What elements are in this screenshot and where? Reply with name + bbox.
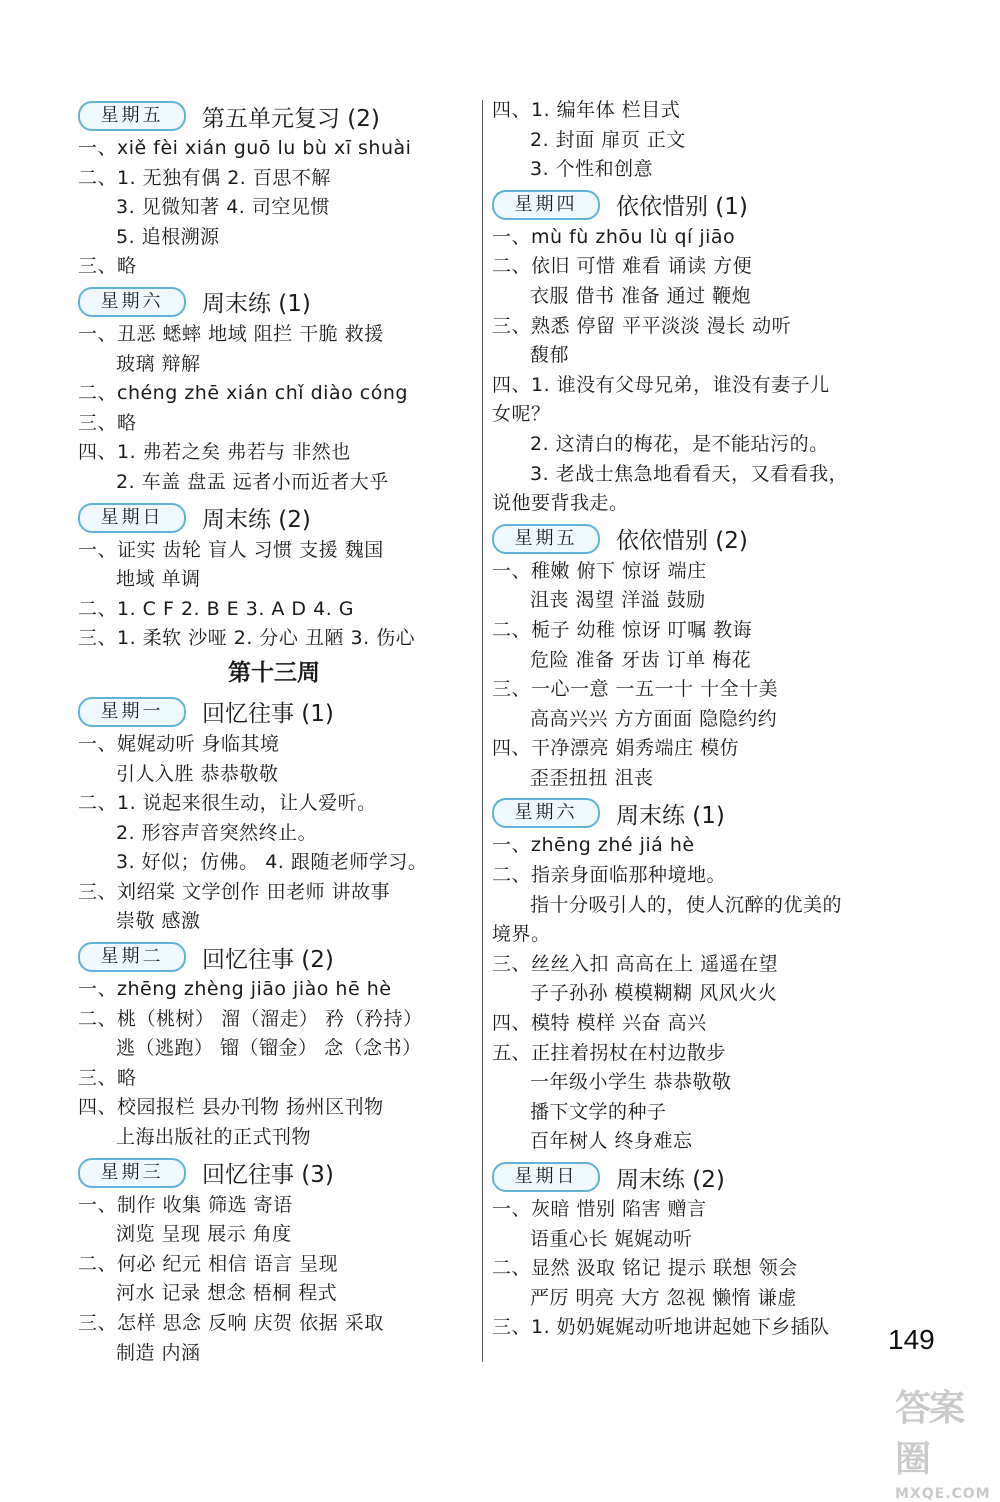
answer-line: 二、依旧 可惜 难看 诵读 方便 bbox=[492, 255, 753, 278]
answer-line: 三、略 bbox=[78, 1066, 137, 1089]
answer-line: 逃（逃跑） 镏（镏金） 念（念书） bbox=[116, 1037, 422, 1060]
section-title: 回忆往事 (2) bbox=[202, 946, 334, 973]
section-title: 依依惜别 (2) bbox=[616, 528, 748, 555]
answer-line: 沮丧 渴望 洋溢 鼓励 bbox=[530, 589, 706, 612]
answer-line: 二、chéng zhē xián chǐ diào cóng bbox=[78, 382, 408, 405]
day-badge: 星期三 bbox=[78, 1158, 186, 1188]
column-divider bbox=[482, 100, 483, 1362]
answer-line: 一、证实 齿轮 盲人 习惯 支援 魏国 bbox=[78, 538, 384, 561]
section-title: 周末练 (1) bbox=[616, 802, 725, 829]
section-header bbox=[78, 939, 458, 975]
answer-line: 播下文学的种子 bbox=[530, 1100, 667, 1123]
answer-line: 上海出版社的正式刊物 bbox=[116, 1126, 312, 1149]
watermark-logo bbox=[895, 1380, 995, 1502]
answer-line: 一、丑恶 蟋蟀 地域 阻拦 干脆 救援 bbox=[78, 322, 384, 345]
section-title: 回忆往事 (1) bbox=[202, 701, 334, 728]
day-badge: 星期五 bbox=[78, 101, 186, 131]
answer-line: 三、略 bbox=[78, 411, 137, 434]
answer-line: 一、zhēng zhé jiá hè bbox=[492, 834, 695, 857]
answer-line: 三、1. 奶奶娓娓动听地讲起她下乡插队 bbox=[492, 1316, 830, 1339]
answer-line: 三、熟悉 停留 平平淡淡 漫长 动听 bbox=[492, 314, 792, 337]
answer-line: 四、1. 弗若之矣 弗若与 非然也 bbox=[78, 441, 351, 464]
section-title: 第五单元复习 (2) bbox=[202, 105, 380, 132]
right-column bbox=[492, 96, 882, 1343]
section-header bbox=[78, 500, 458, 536]
answer-line: 一、灰暗 惜别 陷害 赠言 bbox=[492, 1198, 707, 1220]
answer-line: 二、何必 纪元 相信 语言 呈现 bbox=[78, 1252, 339, 1275]
answer-line: 三、丝丝入扣 高高在上 遥遥在望 bbox=[492, 952, 779, 975]
section-title: 依依惜别 (1) bbox=[616, 194, 748, 221]
answer-line: 一、娓娓动听 身临其境 bbox=[78, 732, 280, 755]
answer-line: 三、刘绍棠 文学创作 田老师 讲故事 bbox=[78, 880, 391, 903]
day-badge: 星期六 bbox=[78, 287, 186, 317]
answer-line: 四、校园报栏 县办刊物 扬州区刊物 bbox=[78, 1096, 384, 1119]
answer-line: 浏览 呈现 展示 角度 bbox=[116, 1223, 292, 1246]
section-header bbox=[78, 694, 458, 730]
answer-line: 3. 见微知著 4. 司空见惯 bbox=[116, 196, 330, 219]
answer-line: 严厉 明亮 大方 忽视 懒惰 谦虚 bbox=[530, 1286, 797, 1309]
watermark-url: MXQE.COM bbox=[895, 1486, 991, 1502]
answer-line: 五、正拄着拐杖在村边散步 bbox=[492, 1041, 727, 1064]
left-column bbox=[78, 96, 458, 1368]
day-badge: 星期一 bbox=[78, 697, 186, 727]
answer-line: 2. 车盖 盘盂 远者小而近者大乎 bbox=[116, 470, 389, 493]
day-badge: 星期日 bbox=[492, 1162, 600, 1192]
answer-line: 3. 好似；仿佛。 4. 跟随老师学习。 bbox=[116, 851, 428, 874]
answer-line: 高高兴兴 方方面面 隐隐约约 bbox=[530, 707, 778, 730]
section-header bbox=[492, 187, 882, 223]
section-header bbox=[78, 1155, 458, 1191]
answer-line: 一、mù fù zhōu lù qí jiāo bbox=[492, 225, 736, 248]
answer-line: 三、1. 柔软 沙哑 2. 分心 丑陋 3. 伤心 bbox=[78, 627, 416, 650]
section-title: 周末练 (2) bbox=[202, 507, 311, 534]
answer-line: 四、1. 谁没有父母兄弟，谁没有妻子儿 bbox=[492, 373, 830, 396]
section-header bbox=[78, 284, 458, 320]
answer-line: 引人入胜 恭恭敬敬 bbox=[116, 762, 279, 785]
page-number: 149 bbox=[888, 1324, 935, 1355]
answer-line: 百年树人 终身难忘 bbox=[530, 1130, 693, 1153]
day-badge: 星期二 bbox=[78, 942, 186, 972]
section-header bbox=[492, 1159, 882, 1195]
answer-line: 3. 个性和创意 bbox=[530, 158, 654, 181]
answer-line: 河水 记录 想念 梧桐 程式 bbox=[116, 1282, 338, 1305]
answer-line: 歪歪扭扭 沮丧 bbox=[530, 766, 654, 789]
answer-line: 二、1. C F 2. B E 3. A D 4. G bbox=[78, 597, 354, 620]
answer-line: 子子孙孙 模模糊糊 风风火火 bbox=[530, 982, 778, 1005]
answer-line: 四、1. 编年体 栏目式 bbox=[492, 99, 681, 121]
answer-line: 四、干净漂亮 娟秀端庄 模仿 bbox=[492, 737, 740, 760]
section-title: 周末练 (1) bbox=[202, 291, 311, 318]
answer-line: 二、栀子 幼稚 惊讶 叮嘱 教诲 bbox=[492, 618, 753, 641]
answer-line: 二、显然 汲取 铭记 提示 联想 领会 bbox=[492, 1257, 798, 1280]
answer-line: 一、zhēng zhèng jiāo jiào hē hè bbox=[78, 978, 392, 1001]
answer-line: 3. 老战士焦急地看看天，又看看我， bbox=[530, 462, 849, 485]
answer-line: 二、指亲身面临那种境地。 bbox=[492, 864, 727, 887]
answer-line: 制造 内涵 bbox=[116, 1341, 201, 1364]
answer-line: 二、1. 说起来很生动，让人爱听。 bbox=[78, 792, 377, 815]
answer-line: 说他要背我走。 bbox=[492, 492, 629, 515]
answer-line: 5. 追根溯源 bbox=[116, 225, 220, 248]
answer-line: 一、制作 收集 筛选 寄语 bbox=[78, 1193, 293, 1216]
day-badge: 星期日 bbox=[78, 503, 186, 533]
answer-line: 一、xiě fèi xián guō lu bù xī shuài bbox=[78, 137, 412, 159]
answer-line: 衣服 借书 准备 通过 鞭炮 bbox=[530, 284, 752, 307]
answer-line: 四、模特 模样 兴奋 高兴 bbox=[492, 1012, 707, 1035]
answer-line: 三、一心一意 一五一十 十全十美 bbox=[492, 678, 779, 701]
answer-line: 三、略 bbox=[78, 255, 137, 278]
answer-line: 二、1. 无独有偶 2. 百思不解 bbox=[78, 166, 331, 189]
answer-line: 境界。 bbox=[492, 923, 551, 946]
answer-line: 地域 单调 bbox=[116, 568, 201, 591]
section-header bbox=[492, 521, 882, 557]
answer-line: 女呢？ bbox=[492, 403, 551, 426]
section-header bbox=[492, 795, 882, 831]
answer-line: 指十分吸引人的，使人沉醉的优美的 bbox=[530, 893, 843, 916]
section-header bbox=[78, 98, 458, 134]
answer-line: 2. 封面 扉页 正文 bbox=[530, 128, 686, 151]
answer-line: 三、怎样 思念 反响 庆贺 依据 采取 bbox=[78, 1312, 384, 1334]
answer-line: 危险 准备 牙齿 订单 梅花 bbox=[530, 648, 752, 671]
section-title: 周末练 (2) bbox=[616, 1166, 725, 1193]
day-badge: 星期六 bbox=[492, 798, 600, 828]
section-title: 回忆往事 (3) bbox=[202, 1162, 334, 1189]
day-badge: 星期五 bbox=[492, 524, 600, 554]
answer-line: 玻璃 辩解 bbox=[116, 352, 201, 375]
day-badge: 星期四 bbox=[492, 190, 600, 220]
watermark-text: 答案圈 bbox=[895, 1388, 964, 1480]
answer-line: 一、稚嫩 俯下 惊讶 端庄 bbox=[492, 559, 707, 582]
answer-line: 二、桃（桃树） 溜（溜走） 矜（矜持） bbox=[78, 1007, 423, 1030]
week-heading: 第十三周 bbox=[228, 659, 320, 686]
answer-line: 馥郁 bbox=[530, 344, 570, 367]
answer-line: 崇敬 感激 bbox=[116, 910, 201, 933]
answer-line: 一年级小学生 恭恭敬敬 bbox=[530, 1071, 732, 1094]
answer-line: 2. 形容声音突然终止。 bbox=[116, 821, 318, 844]
answer-line: 2. 这清白的梅花，是不能玷污的。 bbox=[530, 432, 829, 455]
answer-line: 语重心长 娓娓动听 bbox=[530, 1227, 693, 1250]
